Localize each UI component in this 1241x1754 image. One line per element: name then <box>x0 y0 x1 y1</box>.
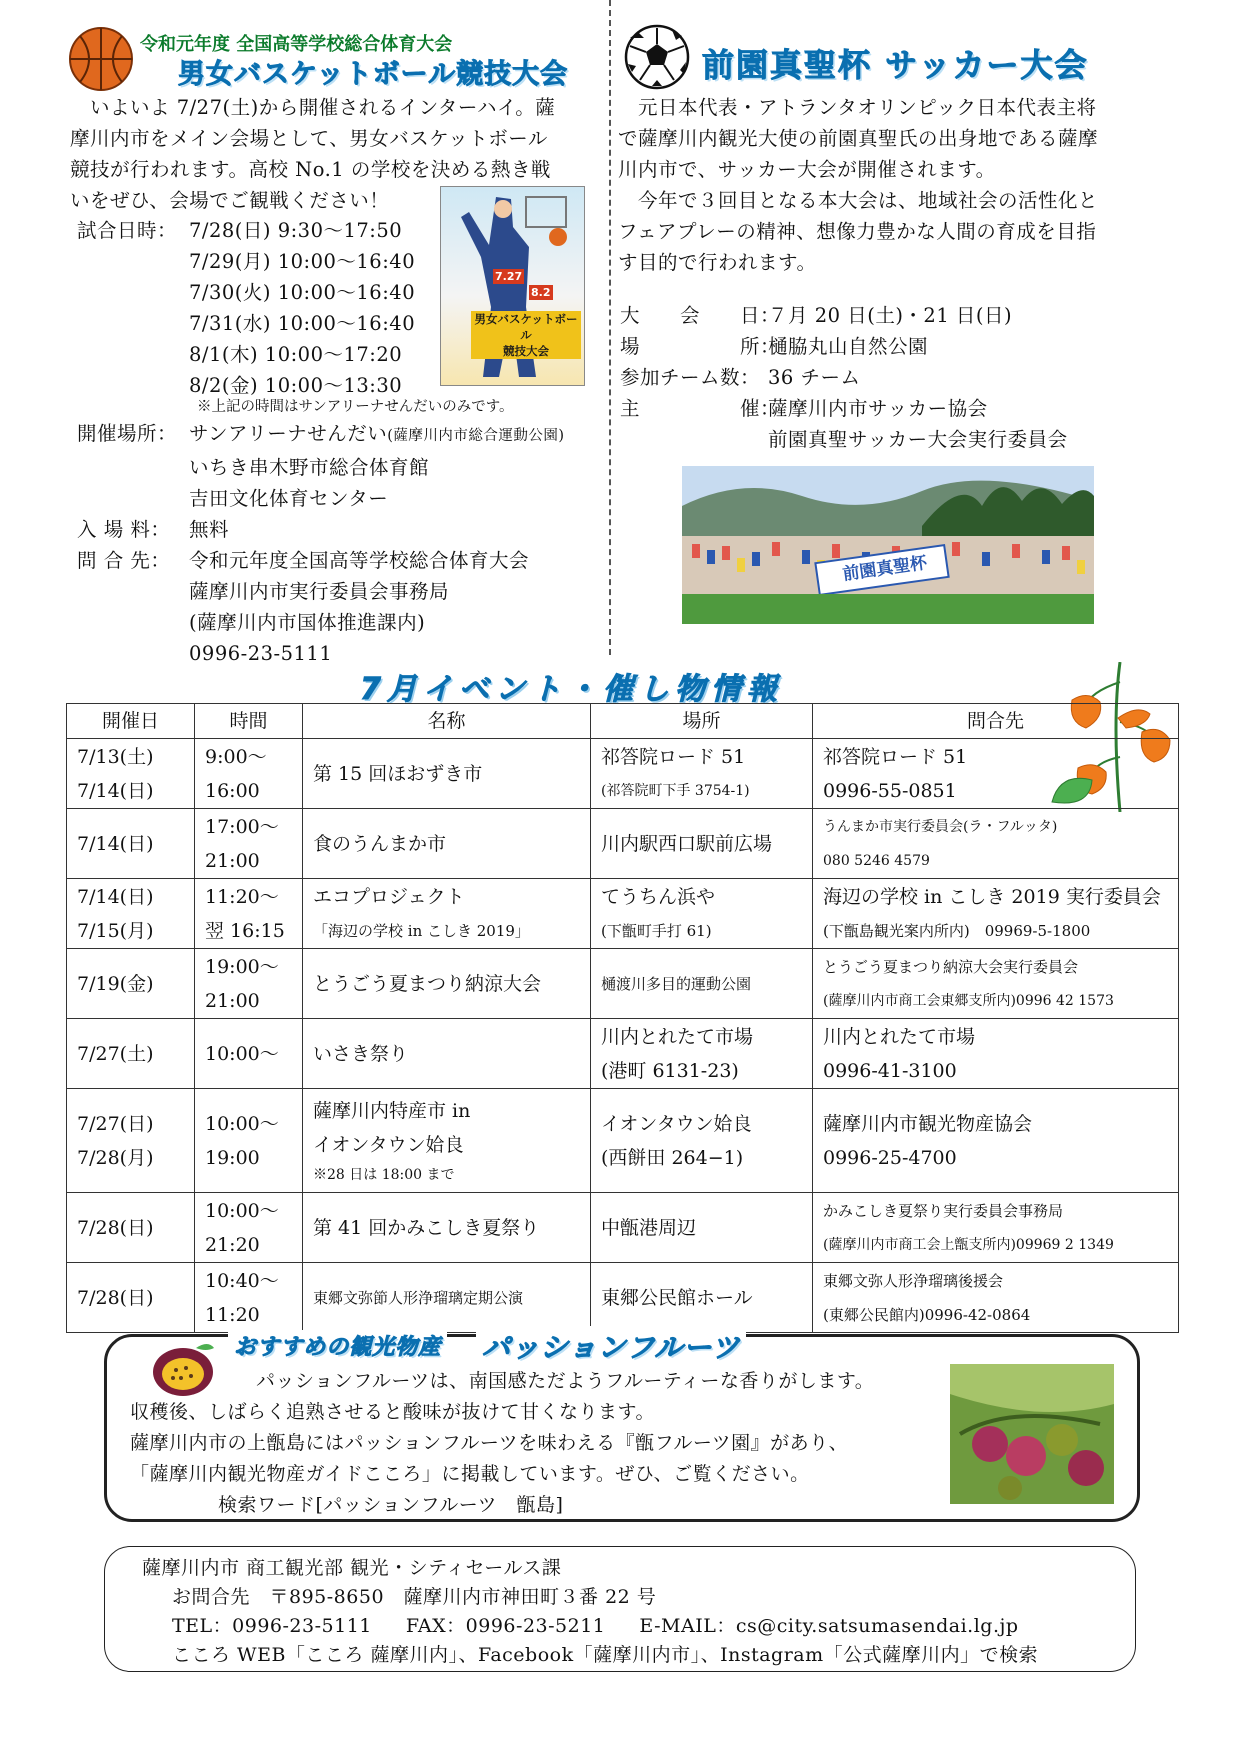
basketball-intro: いよいよ 7/27(土)から開催されるインターハイ。薩 摩川内市をメイン会場として、男女バスケットボール 競技が行われます。高校 No.1 の学校を決める熱き戦 いをぜひ、会場でご観戦ください！ <box>70 96 556 212</box>
section-divider <box>609 0 611 655</box>
passion-title-b: パッションフルーツ <box>476 1326 746 1366</box>
basketball-info: 開催場所： サンアリーナせんだい(薩摩川内市総合運動公園) いちき串木野市総合体育館 吉田文化体育センター 入 場 料： 無料 問 合 先： 令和元年度全国高等学校総合体育大会 薩摩川内市実行委員会事務局 (薩摩川内市国体推進課内) 0996-23-5111 <box>77 422 565 665</box>
footer-web: こころ WEB「こころ 薩摩川内」、Facebook「薩摩川内市」、Instagram「公式薩摩川内」で検索 <box>172 1644 1039 1666</box>
table-header-row <box>67 704 1179 739</box>
footer-tel: TEL：0996-23-5111 <box>172 1615 372 1637</box>
footer-fax: FAX：0996-23-5211 <box>405 1615 606 1637</box>
events-title: 7月イベント・催し物情報 <box>360 672 783 707</box>
basketball-icon <box>68 26 134 92</box>
soccer-team-photo <box>682 466 1094 624</box>
venue-note: (薩摩川内市総合運動公園) <box>387 428 565 444</box>
basketball-title: 男女バスケットボール競技大会 <box>178 59 569 90</box>
passion-text: パッションフルーツは、南国感ただようフルーティーな香りがします。 収穫後、しばらく追熟させると酸味が抜けて甘くなります。 薩摩川内市の上甑島にはパッションフルーツを味わえる『甑フルーツ園』があり、 「薩摩川内観光物産ガイドこころ」に掲載しています。ぜひ、ご覧ください。 検索ワード[パッションフルーツ 甑島] <box>130 1366 960 1521</box>
footer-dept: 薩摩川内市 商工観光部 観光・シティセールス課 <box>142 1557 562 1579</box>
footer-contact <box>142 1554 1038 1670</box>
table-row: 7/19(金) 19:00～ 21:00 とうごう夏まつり納涼大会 樋渡川多目的運動公園 とうごう夏まつり納涼大会実行委員会 (薩摩川内市商工会東郷支所内)0996 42 1573 <box>67 949 1179 1019</box>
poster-date-end: 8.2 <box>531 286 551 299</box>
header-time: 時間 <box>195 704 303 739</box>
table-row: 7/28(日) 10:40～ 11:20 東郷文弥節人形浄瑠璃定期公演 東郷公民館ホール 東郷文弥人形浄瑠璃後援会 (東郷公民館内)0996-42-0864 <box>67 1263 1179 1333</box>
team-photo-image <box>682 466 1094 624</box>
table-row: 7/13(土) 7/14(日) 9:00～ 16:00 第 15 回ほおずき市 祁答院ロード 51 (祁答院町下手 3754-1) 祁答院ロード 51 0996-55-0851 <box>67 739 1179 809</box>
table-row: 7/14(日) 17:00～ 21:00 食のうんまか市 川内駅西口駅前広場 うんまか市実行委員会(ラ・フルッタ) 080 5246 4579 <box>67 809 1179 879</box>
passion-fruit-photo <box>950 1364 1114 1504</box>
table-row: 7/14(日) 7/15(月) 11:20～ 翌 16:15 エコプロジェクト 「海辺の学校 in こしき 2019」 てうちん浜や (下甑町手打 61) 海辺の学校 in こしき 2019 実行委員会 (下甑島観光案内所内) 09969-5-1800 <box>67 879 1179 949</box>
table-row: 7/27(日) 7/28(月) 10:00～ 19:00 薩摩川内特産市 in イオンタウン姶良 ※28 日は 18:00 まで イオンタウン姶良 (西餅田 264−1) 薩摩川内市観光物産協会 0996-25-4700 <box>67 1089 1179 1193</box>
soccer-intro: 元日本代表・アトランタオリンピック日本代表主将 で薩摩川内観光大使の前園真聖氏の出身地である薩摩 川内市で、サッカー大会が開催されます。 今年で３回目となる本大会は、地域社会の活性化と フェアプレーの精神、想像力豊かな人間の育成を目指 す目的で行われます。 <box>618 96 1099 274</box>
search-keyword: 検索ワード[パッションフルーツ 甑島] <box>218 1494 564 1516</box>
header-contact: 問合先 <box>813 704 1179 739</box>
header-date: 開催日 <box>67 704 195 739</box>
footer-address: お問合先 〒895-8650 薩摩川内市神田町３番 22 号 <box>172 1586 657 1608</box>
table-row: 7/28(日) 10:00～ 21:20 第 41 回かみこしき夏祭り 中甑港周辺 かみこしき夏祭り実行委員会事務局 (薩摩川内市商工会上甑支所内)09969 2 1349 <box>67 1193 1179 1263</box>
schedule-note: ※上記の時間はサンアリーナせんだいのみです。 <box>197 399 514 415</box>
basketball-subtitle: 令和元年度 全国高等学校総合体育大会 <box>140 34 453 55</box>
soccer-details: 大 会 日： ７月 20 日(土)・21 日(日) 場 所： 樋脇丸山自然公園 参加チーム数： 36 チーム 主 催： 薩摩川内市サッカー協会 前園真聖サッカー大会実行委員会 <box>620 304 1068 451</box>
soccer-ball-icon <box>624 24 690 90</box>
header-name: 名称 <box>303 704 591 739</box>
photo-banner-text: 前園真聖杯 <box>841 553 929 585</box>
soccer-title: 前園真聖杯 サッカー大会 <box>702 46 1089 84</box>
interhigh-poster <box>440 186 585 386</box>
footer-email: E-MAIL：cs@city.satsumasendai.lg.jp <box>639 1615 1019 1637</box>
basketball-schedule: 試合日時： 7/28(日) 9:30～17:50 7/29(月) 10:00～16:40 7/30(火) 10:00～16:40 7/31(水) 10:00～16:40 8/1(木) 10:00～17:20 8/2(金) 10:00～13:30 <box>77 219 416 397</box>
header-place: 場所 <box>591 704 813 739</box>
table-row: 7/27(土) 10:00～ いさき祭り 川内とれたて市場 (港町 6131-23) 川内とれたて市場 0996-41-3100 <box>67 1019 1179 1089</box>
poster-date-start: 7.27 <box>495 270 523 283</box>
events-table <box>66 703 1179 1333</box>
poster-title: 男女バスケットボール 競技大会 <box>471 311 581 359</box>
passion-title-a: おすすめの観光物産 <box>228 1330 447 1361</box>
